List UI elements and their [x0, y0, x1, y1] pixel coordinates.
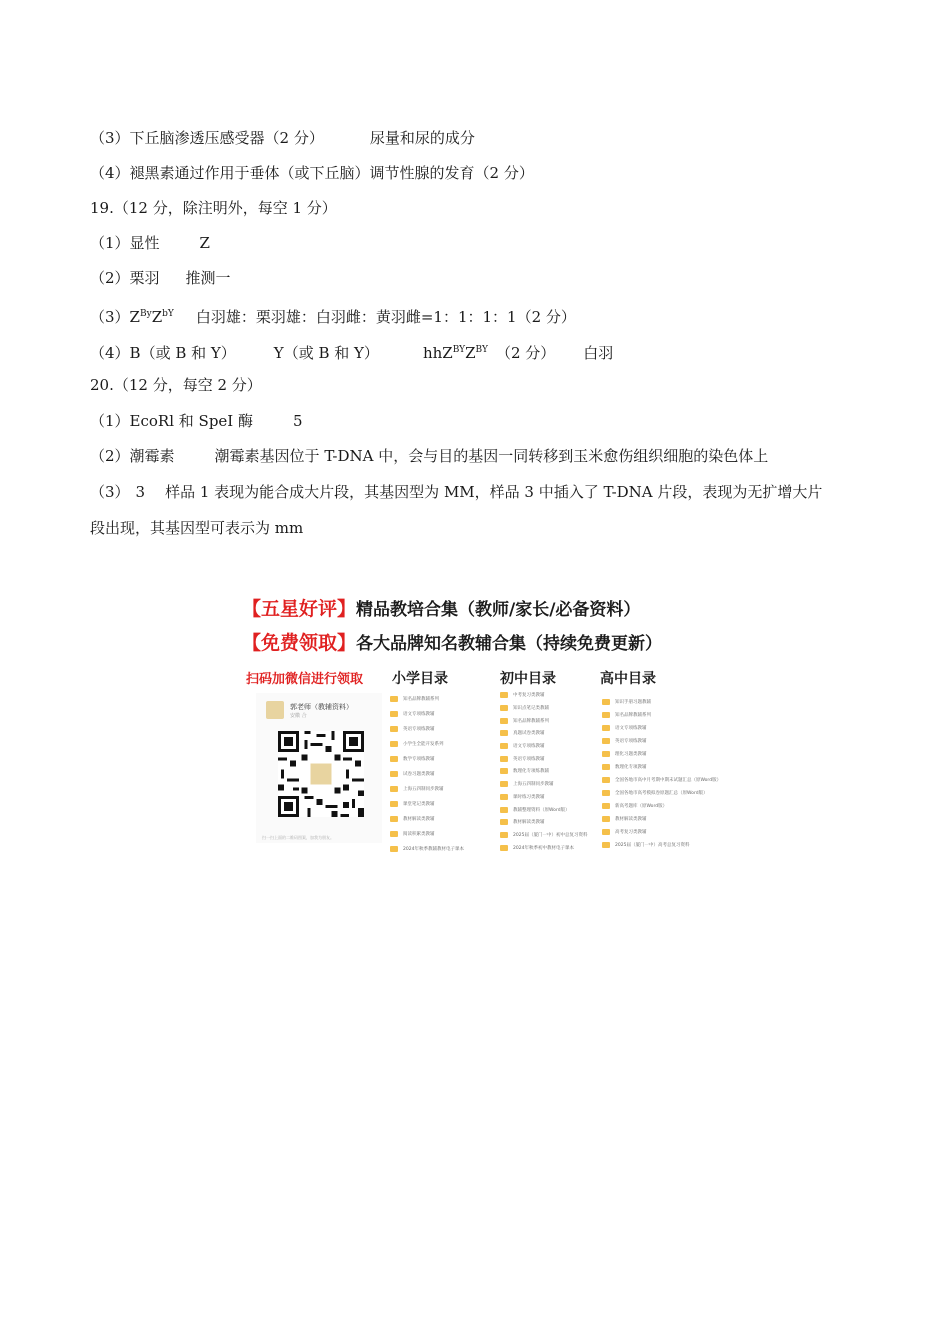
catalog-item[interactable] — [602, 747, 721, 760]
catalog-item-label: 全国各地市高中月考期中期末试题汇总（原Word版） — [615, 777, 722, 783]
answer-text: （2 分） — [495, 344, 556, 362]
folder-icon — [602, 725, 610, 731]
folder-icon — [602, 764, 610, 770]
folder-icon — [390, 801, 398, 807]
catalog-item-label: 全国各地市高考模拟卷原题汇总（原Word版） — [615, 790, 708, 796]
catalog-item-label: 知识手册习题教辅 — [615, 699, 651, 705]
answer-text: 样品 1 表现为能合成大片段，其基因型为 MM，样品 3 中插入了 T-DNA 片段，表现为无扩增大片 — [165, 483, 823, 501]
folder-icon — [390, 816, 398, 822]
catalog-item-label: 英语专项练教辅 — [513, 756, 545, 762]
catalog-item-label: 上海五四制同步教辅 — [403, 786, 444, 792]
catalog-item[interactable] — [602, 695, 721, 708]
catalog-item-label: 教材解读类教辅 — [403, 816, 435, 822]
folder-icon — [390, 711, 398, 717]
folder-icon — [390, 696, 398, 702]
catalog-item-label: 高考复习类教辅 — [615, 829, 647, 835]
catalog-item-label: 2025届（厦门一中）初中总复习资料 — [513, 832, 588, 838]
catalog-item-label: 理化习题类教辅 — [615, 751, 647, 757]
folder-icon — [390, 726, 398, 732]
genotype-letter: hhZ — [422, 344, 453, 362]
q19-answer-3 — [90, 304, 576, 327]
folder-icon — [500, 781, 508, 787]
folder-icon — [602, 712, 610, 718]
catalog-item-label: 知名品牌教辅系列 — [403, 696, 439, 702]
folder-icon — [602, 751, 610, 757]
answer-text: （4）B（或 B 和 Y） — [90, 344, 236, 362]
answer-text: （3） — [90, 483, 130, 501]
catalog-item-label: 语文专项练教辅 — [403, 711, 435, 717]
catalog-item-label: 课堂笔记类教辅 — [403, 801, 435, 807]
folder-icon — [390, 741, 398, 747]
catalog-item-label: 数理化专项教辅 — [615, 764, 647, 770]
folder-icon — [390, 756, 398, 762]
answer-text: 潮霉素基因位于 T-DNA 中，会与目的基因一同转移到玉米愈伤组织细胞的染色体上 — [214, 447, 769, 465]
catalog-item[interactable] — [500, 816, 587, 829]
catalog-item-label: 教辅整理资料（原Word版） — [513, 807, 570, 813]
catalog-item[interactable] — [602, 825, 721, 838]
folder-icon — [602, 790, 610, 796]
high-catalog-list — [602, 695, 721, 851]
catalog-item-label: 数学专项练教辅 — [403, 756, 435, 762]
avatar — [266, 701, 284, 719]
answer-line-4-melatonin: （4）褪黑素通过作用于垂体（或下丘脑）调节性腺的发育（2 分） — [90, 164, 534, 182]
answer-text: （3）下丘脑渗透压感受器（2 分） — [90, 129, 324, 147]
folder-icon — [500, 692, 508, 698]
catalog-item-label: 语文专项练教辅 — [513, 744, 545, 750]
answer-text: 5 — [293, 412, 303, 430]
catalog-item-label: 课时练习类教辅 — [513, 794, 545, 800]
folder-icon — [500, 718, 508, 724]
answer-text: Z — [199, 234, 210, 252]
genotype-letter: Z — [151, 308, 163, 326]
catalog-item[interactable] — [602, 786, 721, 799]
genotype-superscript: bY — [162, 309, 174, 319]
catalog-item[interactable] — [390, 706, 464, 721]
qr-caption: 扫一扫上面的二维码图案，加我为朋友。 — [262, 835, 334, 840]
answer-text: 推测一 — [185, 269, 231, 287]
catalog-item[interactable] — [390, 841, 464, 856]
q19-answer-1 — [90, 233, 210, 253]
catalog-item[interactable] — [602, 760, 721, 773]
catalog-item[interactable] — [602, 708, 721, 721]
catalog-item[interactable] — [500, 702, 587, 715]
folder-icon — [500, 743, 508, 749]
catalog-item[interactable] — [602, 799, 721, 812]
catalog-item-label: 2024年秋季初中教材电子课本 — [513, 845, 574, 851]
folder-icon — [602, 842, 610, 848]
middle-catalog-title: 初中目录 — [500, 671, 556, 687]
catalog-item[interactable] — [602, 838, 721, 851]
genotype-superscript: BY — [475, 345, 488, 355]
banner-row-free — [242, 628, 662, 655]
catalog-item-label: 小学生全能开发系列 — [403, 741, 444, 747]
answer-text: （3） — [90, 308, 130, 326]
q20-answer-1 — [90, 411, 303, 431]
primary-catalog-title: 小学目录 — [392, 671, 448, 687]
folder-icon — [390, 831, 398, 837]
banner-tag: 【五星好评】 — [242, 598, 357, 620]
catalog-item[interactable] — [500, 803, 587, 816]
catalog-item-label: 语文专项练教辅 — [615, 725, 647, 731]
catalog-item[interactable] — [500, 752, 587, 765]
genotype-superscript: BY — [452, 345, 466, 355]
catalog-item-label: 上海五四制同步教辅 — [513, 782, 554, 788]
question-19-heading: 19.（12 分，除注明外，每空 1 分） — [90, 199, 337, 217]
folder-icon — [500, 756, 508, 762]
catalog-item-label: 2024年秋季教辅教材电子课本 — [403, 846, 464, 852]
banner-tag: 【免费领取】 — [242, 632, 357, 654]
primary-catalog-list — [390, 691, 464, 856]
catalog-item[interactable] — [390, 796, 464, 811]
catalog-item-label: 试卷习题类教辅 — [403, 771, 435, 777]
catalog-item[interactable] — [500, 740, 587, 753]
folder-icon — [602, 816, 610, 822]
catalog-item[interactable] — [390, 691, 464, 706]
qr-code-icon[interactable] — [278, 731, 364, 817]
catalog-item[interactable] — [500, 791, 587, 804]
folder-icon — [602, 738, 610, 744]
catalog-item[interactable] — [390, 766, 464, 781]
catalog-item-label: 教材解读类教辅 — [513, 820, 545, 826]
catalog-item[interactable] — [500, 765, 587, 778]
folder-icon — [500, 705, 508, 711]
catalog-item[interactable] — [390, 721, 464, 736]
catalog-item[interactable] — [390, 736, 464, 751]
genotype-letter: Z — [129, 308, 140, 326]
catalog-item-label: 真题试卷类教辅 — [513, 731, 545, 737]
catalog-item-label: 新高考题库（原Word版） — [615, 803, 668, 809]
catalog-item[interactable] — [500, 727, 587, 740]
folder-icon — [602, 777, 610, 783]
catalog-item-label: 2025届（厦门一中）高考总复习资料 — [615, 842, 690, 848]
answer-text: Y（或 B 和 Y） — [273, 344, 379, 362]
middle-catalog-list — [500, 689, 587, 854]
answer-text: 3 — [135, 483, 146, 501]
folder-icon — [602, 829, 610, 835]
catalog-item[interactable] — [602, 721, 721, 734]
catalog-item-label: 阅读积累类教辅 — [403, 831, 435, 837]
catalog-item-label: 英语专项练教辅 — [403, 726, 435, 732]
answer-text: 白羽雄：栗羽雄：白羽雌：黄羽雌=1：1：1：1（2 分） — [195, 308, 576, 326]
catalog-item-label: 数理化专项练教辅 — [513, 769, 549, 775]
answer-line-3-hypothalamus — [90, 128, 475, 148]
q20-answer-2 — [90, 446, 768, 466]
answer-text: （2）栗羽 — [90, 269, 160, 287]
high-catalog-title: 高中目录 — [600, 671, 656, 687]
banner-text: 各大品牌知名教辅合集（持续免费更新） — [356, 634, 663, 654]
folder-icon — [500, 730, 508, 736]
question-20-heading: 20.（12 分，每空 2 分） — [90, 376, 262, 394]
contact-location: 安徽 合 — [290, 713, 307, 719]
folder-icon — [500, 819, 508, 825]
catalog-item[interactable] — [500, 714, 587, 727]
catalog-item[interactable] — [500, 841, 587, 854]
catalog-item-label: 教材解读类教辅 — [615, 816, 647, 822]
folder-icon — [602, 699, 610, 705]
q20-answer-3 — [90, 482, 822, 502]
catalog-item[interactable] — [390, 751, 464, 766]
contact-name: 郭老师（教辅资料） — [290, 703, 353, 711]
q19-answer-4 — [90, 340, 613, 363]
catalog-item[interactable] — [602, 773, 721, 786]
catalog-item-label: 英语专项练教辅 — [615, 738, 647, 744]
scan-instruction: 扫码加微信进行领取 — [246, 672, 364, 687]
folder-icon — [500, 768, 508, 774]
folder-icon — [500, 794, 508, 800]
q20-answer-3-continued: 段出现，其基因型可表示为 mm — [90, 519, 304, 537]
q19-answer-2 — [90, 268, 231, 288]
catalog-item-label: 知名品牌教辅系列 — [615, 712, 651, 718]
folder-icon — [602, 803, 610, 809]
catalog-item[interactable] — [500, 778, 587, 791]
genotype-letter: Z — [465, 344, 476, 362]
folder-icon — [390, 771, 398, 777]
catalog-item[interactable] — [390, 826, 464, 841]
banner-text: 精品教培合集（教师/家长/必备资料） — [356, 600, 641, 620]
folder-icon — [500, 832, 508, 838]
answer-text: 白羽 — [583, 344, 614, 362]
promo-banner — [242, 588, 722, 856]
folder-icon — [390, 786, 398, 792]
catalog-item[interactable] — [390, 811, 464, 826]
folder-icon — [500, 845, 508, 851]
answer-text: （1）EcoRl 和 SpeI 酶 — [90, 412, 254, 430]
catalog-item[interactable] — [602, 734, 721, 747]
genotype-superscript: By — [139, 309, 152, 319]
folder-icon — [500, 807, 508, 813]
catalog-item[interactable] — [390, 781, 464, 796]
catalog-item[interactable] — [500, 689, 587, 702]
catalog-item[interactable] — [602, 812, 721, 825]
catalog-item-label: 知识点笔记类教辅 — [513, 706, 549, 712]
folder-icon — [390, 846, 398, 852]
banner-row-five-star — [242, 594, 640, 621]
catalog-item-label: 中考复习类教辅 — [513, 693, 545, 699]
catalog-item-label: 知名品牌教辅系列 — [513, 718, 549, 724]
answer-text: 尿量和尿的成分 — [369, 129, 475, 147]
answer-text: （2）潮霉素 — [90, 447, 175, 465]
catalog-item[interactable] — [500, 829, 587, 842]
answer-text: （1）显性 — [90, 234, 160, 252]
wechat-contact-card — [256, 693, 382, 843]
